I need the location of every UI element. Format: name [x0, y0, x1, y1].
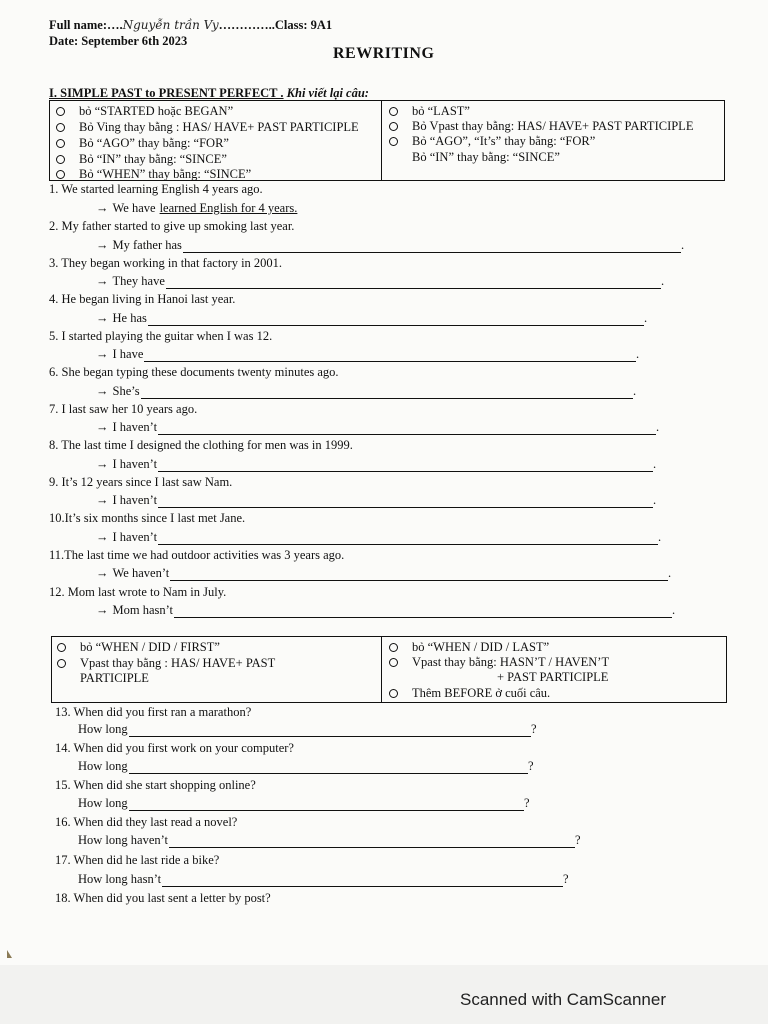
rule-item — [389, 119, 693, 134]
rule-text: Bỏ Vpast thay bằng: HAS/ HAVE+ PAST PARTICIPLE — [412, 119, 694, 133]
answer-line — [78, 833, 581, 848]
rule-item — [389, 150, 560, 165]
scanner-watermark: Scanned with CamScanner — [460, 990, 667, 1009]
answer-stem: My father has — [112, 238, 182, 252]
bullet-icon — [56, 107, 65, 116]
answer-line — [96, 420, 659, 435]
answer-line — [78, 796, 530, 811]
answer-blank — [158, 422, 656, 435]
question-text: 3. They began working in that factory in 2001. — [49, 256, 283, 270]
section-title: I. SIMPLE PAST to PRESENT PERFECT . — [49, 86, 284, 100]
answer-stem: Mom hasn’t — [112, 603, 174, 617]
answer-blank — [166, 276, 661, 289]
rule-item — [80, 671, 149, 686]
arrow-icon: → — [96, 457, 109, 471]
rule-text: Vpast thay bằng: HASN’T / HAVEN’T — [412, 655, 610, 669]
bullet-icon — [56, 155, 65, 164]
question-text: 5. I started playing the guitar when I was 12. — [49, 329, 273, 343]
question-text: 8. The last time I designed the clothing for men was in 1999. — [49, 438, 353, 452]
rule-text: Bỏ Ving thay bằng : HAS/ HAVE+ PAST PARTICIPLE — [79, 120, 359, 134]
rule-item — [389, 134, 595, 149]
rule-text: bỏ “STARTED hoặc BEGAN” — [79, 104, 234, 118]
given-answer: learned English for 4 years. — [159, 201, 298, 215]
answer-line — [96, 311, 647, 326]
rule-item — [57, 640, 220, 655]
student-name-handwritten: Nguyễn trần Vy — [122, 18, 219, 32]
question-text: 10.It’s six months since I last met Jane. — [49, 511, 246, 525]
arrow-icon: → — [96, 347, 109, 361]
answer-stem: We have — [112, 201, 156, 215]
rule-item — [56, 120, 359, 135]
section-heading — [49, 86, 369, 101]
answer-stem: How long hasn’t — [78, 872, 162, 886]
question-text: 2. My father started to give up smoking last year. — [49, 219, 295, 233]
bullet-icon — [56, 170, 65, 179]
answer-blank — [169, 835, 575, 848]
arrow-icon: → — [96, 493, 109, 507]
answer-stem: I haven’t — [112, 530, 158, 544]
rule-item — [56, 167, 251, 182]
answer-blank — [170, 568, 668, 581]
rule-text: Bỏ “IN” thay bằng: “SINCE” — [412, 150, 560, 164]
end-mark: . — [668, 566, 672, 580]
answer-blank — [141, 386, 633, 399]
arrow-icon: → — [96, 274, 109, 288]
rule-text: Bỏ “WHEN” thay bằng: “SINCE” — [79, 167, 252, 181]
end-mark: . — [656, 420, 660, 434]
full-name-dots: ………….. — [218, 18, 275, 32]
full-name-row — [49, 18, 332, 33]
bullet-icon — [389, 643, 398, 652]
answer-blank — [183, 240, 681, 253]
bullet-icon — [389, 137, 398, 146]
rule-text: Bỏ “IN” thay bằng: “SINCE” — [79, 152, 227, 166]
answer-blank — [129, 798, 524, 811]
answer-blank — [174, 605, 672, 618]
answer-stem: We haven’t — [112, 566, 170, 580]
question-text: 7. I last saw her 10 years ago. — [49, 402, 198, 416]
answer-blank — [129, 761, 528, 774]
answer-line — [96, 566, 671, 581]
end-mark: . — [644, 311, 648, 325]
rule-item — [389, 104, 470, 119]
answer-blank — [158, 495, 653, 508]
bullet-icon — [56, 139, 65, 148]
page-title: REWRITING — [333, 45, 435, 62]
answer-blank — [144, 349, 636, 362]
bullet-icon — [57, 659, 66, 668]
end-mark: ? — [528, 759, 534, 773]
end-mark: . — [633, 384, 637, 398]
end-mark: . — [653, 457, 657, 471]
arrow-icon: → — [96, 311, 109, 325]
arrow-icon: → — [96, 530, 109, 544]
answer-stem: How long haven’t — [78, 833, 169, 847]
bullet-icon — [389, 689, 398, 698]
answer-stem: How long — [78, 796, 128, 810]
class-label: Class: 9A1 — [274, 18, 333, 32]
question-text: 16. When did they last read a novel? — [55, 815, 238, 829]
question-text: 13. When did you first ran a marathon? — [55, 705, 252, 719]
bullet-icon — [389, 107, 398, 116]
rule-text: Vpast thay bằng : HAS/ HAVE+ PAST — [80, 656, 276, 670]
question-text: 1. We started learning English 4 years ago. — [49, 182, 263, 196]
answer-stem: I haven’t — [112, 493, 158, 507]
rule-text: Bỏ “AGO”, “It’s” thay bằng: “FOR” — [412, 134, 596, 148]
rule-item — [56, 152, 227, 167]
question-text: 18. When did you last sent a letter by post? — [55, 891, 271, 905]
question-text: 4. He began living in Hanoi last year. — [49, 292, 236, 306]
rule-item — [389, 640, 549, 655]
rule-item — [57, 656, 275, 671]
rule-item — [389, 686, 550, 701]
arrow-icon: → — [96, 201, 109, 215]
end-mark: ? — [524, 796, 530, 810]
rules-box-divider — [381, 637, 382, 702]
answer-line — [96, 457, 656, 472]
answer-line — [96, 238, 684, 253]
section-note: Khi viết lại câu: — [286, 86, 369, 100]
answer-stem: I haven’t — [112, 457, 158, 471]
end-mark: . — [661, 274, 665, 288]
arrow-icon: → — [96, 238, 109, 252]
rule-item — [56, 136, 229, 151]
answer-stem: How long — [78, 722, 128, 736]
rule-item — [56, 104, 233, 119]
answer-stem: How long — [78, 759, 128, 773]
scan-edge-mark — [7, 950, 12, 958]
rule-text: Bỏ “AGO” thay bằng: “FOR” — [79, 136, 229, 150]
end-mark: ? — [531, 722, 537, 736]
question-text: 14. When did you first work on your computer? — [55, 741, 294, 755]
full-name-label: Full name:…. — [49, 18, 123, 32]
question-text: 17. When did he last ride a bike? — [55, 853, 220, 867]
answer-blank — [148, 313, 644, 326]
date-label: Date: September 6th 2023 — [49, 34, 188, 48]
answer-stem: He has — [112, 311, 147, 325]
end-mark: . — [636, 347, 640, 361]
arrow-icon: → — [96, 603, 109, 617]
rule-text: bỏ “WHEN / DID / LAST” — [412, 640, 550, 654]
answer-blank — [158, 532, 658, 545]
answer-line — [96, 603, 675, 618]
answer-line — [96, 274, 664, 289]
arrow-icon: → — [96, 384, 109, 398]
answer-line — [78, 872, 569, 887]
rule-text: PARTICIPLE — [80, 671, 149, 685]
question-text: 15. When did she start shopping online? — [55, 778, 256, 792]
question-text: 12. Mom last wrote to Nam in July. — [49, 585, 227, 599]
answer-line — [78, 759, 534, 774]
answer-blank — [129, 724, 531, 737]
answer-blank — [162, 874, 563, 887]
rule-text: + PAST PARTICIPLE — [497, 670, 609, 684]
answer-blank — [158, 459, 653, 472]
question-text: 9. It’s 12 years since I last saw Nam. — [49, 475, 233, 489]
answer-stem: She’s — [112, 384, 140, 398]
end-mark: . — [653, 493, 657, 507]
end-mark: . — [681, 238, 685, 252]
rule-text: bỏ “WHEN / DID / FIRST” — [80, 640, 220, 654]
bullet-icon — [389, 658, 398, 667]
bullet-icon — [56, 123, 65, 132]
question-text: 6. She began typing these documents twenty minutes ago. — [49, 365, 339, 379]
answer-line — [96, 530, 661, 545]
end-mark: ? — [563, 872, 569, 886]
bullet-icon — [389, 122, 398, 131]
answer-line — [78, 722, 537, 737]
rule-item — [389, 655, 609, 670]
end-mark: . — [672, 603, 676, 617]
rules-box-divider — [381, 101, 382, 180]
question-text: 11.The last time we had outdoor activities was 3 years ago. — [49, 548, 345, 562]
arrow-icon: → — [96, 566, 109, 580]
answer-line — [96, 201, 297, 216]
rule-text: Thêm BEFORE ở cuối câu. — [412, 686, 551, 700]
bullet-icon — [57, 643, 66, 652]
answer-line — [96, 384, 636, 399]
end-mark: ? — [575, 833, 581, 847]
rule-item — [497, 670, 608, 685]
answer-stem: I haven’t — [112, 420, 158, 434]
end-mark: . — [658, 530, 662, 544]
arrow-icon: → — [96, 420, 109, 434]
rule-text: bỏ “LAST” — [412, 104, 470, 118]
answer-stem: They have — [112, 274, 165, 288]
answer-line — [96, 347, 639, 362]
answer-stem: I have — [112, 347, 144, 361]
answer-line — [96, 493, 656, 508]
